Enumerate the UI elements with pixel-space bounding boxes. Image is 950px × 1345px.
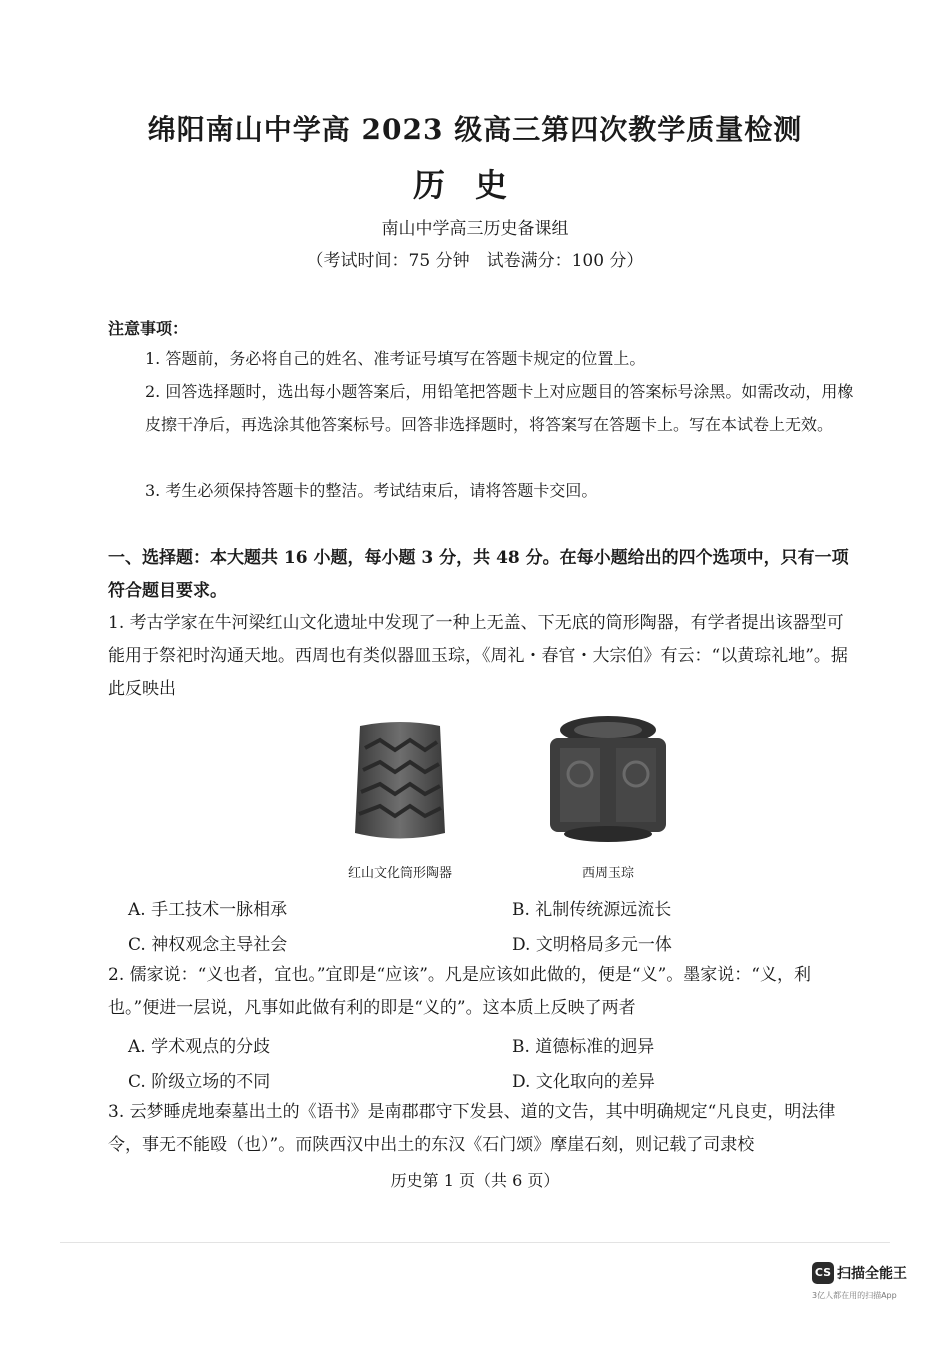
pottery-caption: 红山文化筒形陶器 [347, 866, 452, 881]
page-footer: 历史第 1 页（共 6 页） [390, 1171, 560, 1190]
q1-option-a: A. 手工技术一脉相承 [128, 900, 288, 920]
q1-option-b: B. 礼制传统源远流长 [512, 900, 672, 920]
pottery-jar-image [345, 718, 455, 848]
question-3-text: 3. 云梦睡虎地秦墓出土的《语书》是南郡郡守下发县、道的文告，其中明确规定“凡良吏，明法律令，事无不能殴（也）”。而陕西汉中出土的东汉《石门颂》摩崖石刻，则记载了司隶校 [108, 1102, 836, 1155]
question-1-text: 1. 考古学家在牛河梁红山文化遗址中发现了一种上无盖、下无底的筒形陶器，有学者提出该器型可能用于祭祀时沟通天地。西周也有类似器皿玉琮，《周礼・春官・大宗伯》有云：“以黄琮礼地”。据此反映出 [108, 613, 848, 699]
notice-item-3: 3. 考生必须保持答题卡的整洁。考试结束后，请将答题卡交回。 [145, 481, 598, 500]
q2-option-a: A. 学术观点的分歧 [128, 1037, 271, 1057]
jade-cong-image [538, 712, 678, 847]
q2-option-c: C. 阶级立场的不同 [128, 1072, 271, 1092]
scan-divider [60, 1242, 890, 1243]
q2-option-d: D. 文化取向的差异 [512, 1072, 655, 1092]
jade-cong-figure [538, 712, 678, 851]
section-heading: 一、选择题：本大题共 16 小题，每小题 3 分，共 48 分。在每小题给出的四个选项中，只有一项符合题目要求。 [108, 548, 849, 601]
scanner-watermark [812, 1262, 907, 1284]
notice-title: 注意事项： [108, 319, 189, 338]
subject-title: 历史 [412, 166, 537, 204]
exam-title: 绵阳南山中学高 2023 级高三第四次教学质量检测 [147, 113, 803, 146]
notice-item-1: 1. 答题前，务必将自己的姓名、准考证号填写在答题卡规定的位置上。 [145, 349, 646, 368]
watermark-tagline: 3亿人都在用的扫描App [812, 1291, 897, 1300]
q1-option-d: D. 文明格局多元一体 [512, 935, 672, 955]
prep-group: 南山中学高三历史备课组 [381, 219, 569, 239]
exam-info: （考试时间：75 分钟 试卷满分：100 分） [306, 251, 644, 271]
jade-cong-caption: 西周玉琮 [581, 866, 634, 881]
watermark-name: 扫描全能王 [837, 1266, 907, 1282]
pottery-figure [345, 718, 455, 852]
q1-option-c: C. 神权观念主导社会 [128, 935, 288, 955]
question-2-text: 2. 儒家说：“义也者，宜也。”宜即是“应该”。凡是应该如此做的，便是“义”。墨家说：“义，利也。”便进一层说，凡事如此做有利的即是“义的”。这本质上反映了两者 [108, 965, 811, 1018]
camscanner-logo: CS [812, 1262, 834, 1284]
q2-option-b: B. 道德标准的迥异 [512, 1037, 655, 1057]
notice-item-2: 2. 回答选择题时，选出每小题答案后，用铅笔把答题卡上对应题目的答案标号涂黑。如需改动，用橡皮擦干净后，再选涂其他答案标号。回答非选择题时，将答案写在答题卡上。写在本试卷上无效。 [145, 382, 854, 434]
